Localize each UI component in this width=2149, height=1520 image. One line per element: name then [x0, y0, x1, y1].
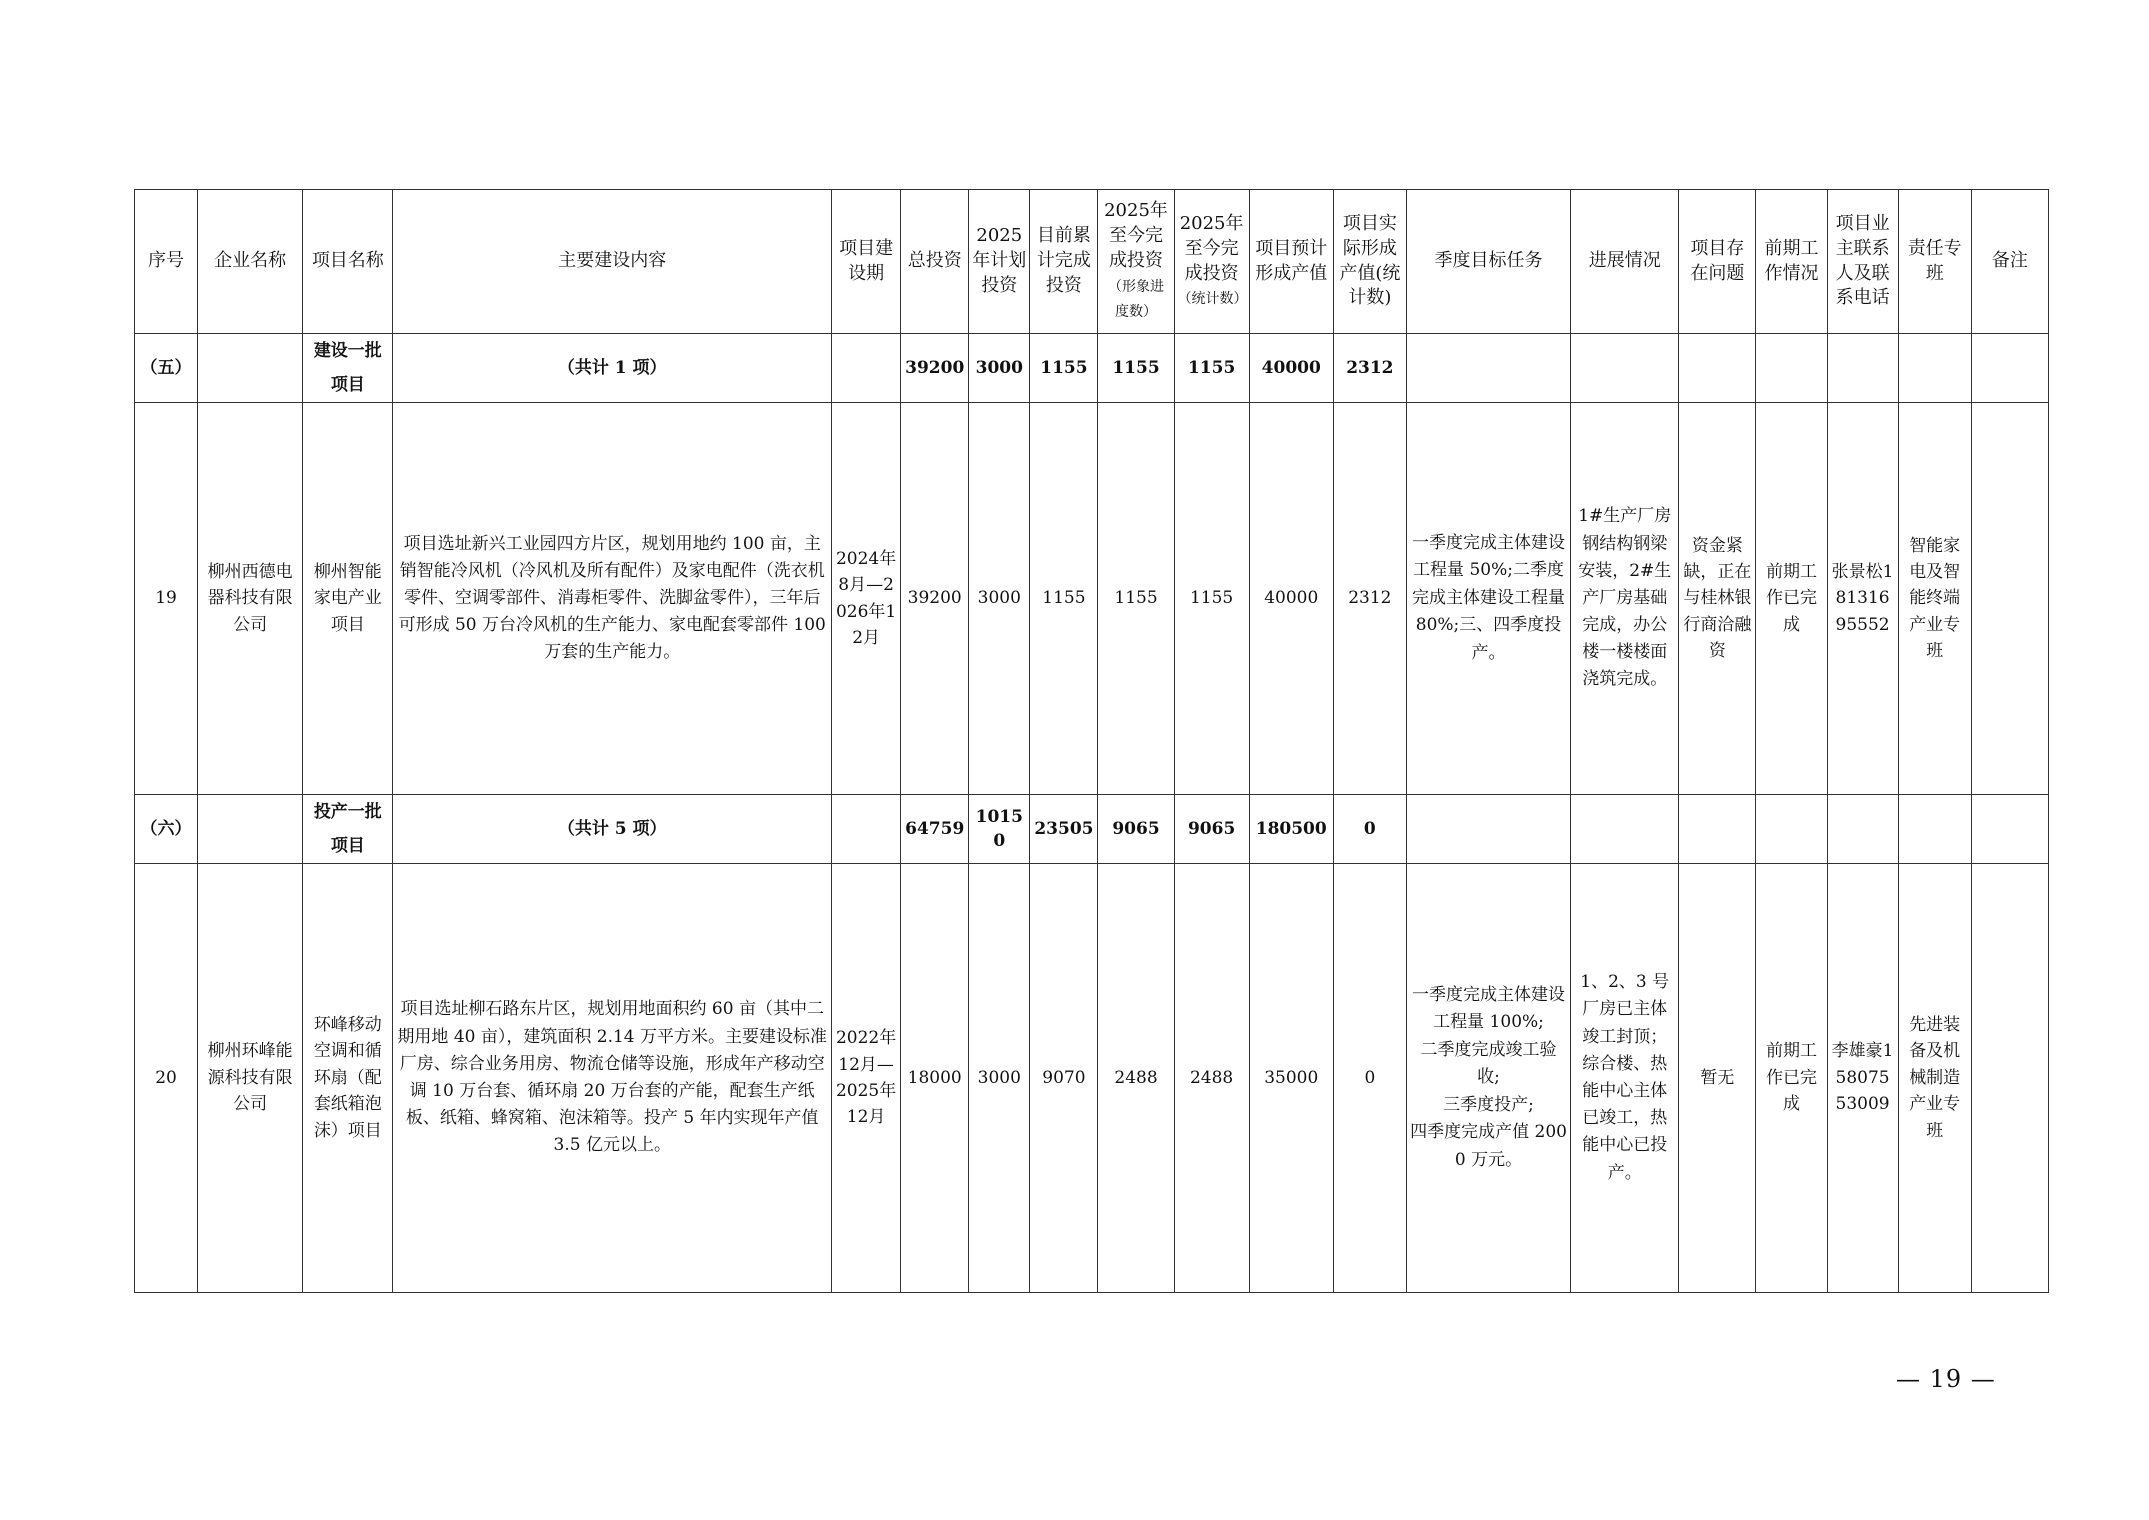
header-company: 企业名称 — [198, 190, 303, 334]
row-contact: 李雄豪15807553009 — [1827, 864, 1898, 1293]
row-plan2025: 3000 — [969, 864, 1030, 1293]
row-period: 2022年12月—2025年12月 — [832, 864, 901, 1293]
row-ytd-progress: 1155 — [1098, 403, 1174, 795]
header-team: 责任专班 — [1898, 190, 1971, 334]
group-expected-output: 180500 — [1249, 795, 1333, 864]
row-actual-output: 2312 — [1333, 403, 1406, 795]
group-total: 64759 — [901, 795, 969, 864]
group-actual-output: 0 — [1333, 795, 1406, 864]
quarterly-q2: 二季度完成竣工验收; — [1420, 1039, 1557, 1088]
row-ytd-stats: 1155 — [1174, 403, 1249, 795]
group-plan2025: 3000 — [969, 334, 1030, 403]
group-company — [198, 795, 303, 864]
row-issues: 资金紧缺，正在与桂林银行商洽融资 — [1679, 403, 1756, 795]
group-summary: （共计 5 项） — [393, 795, 832, 864]
row-company: 柳州西德电器科技有限公司 — [198, 403, 303, 795]
header-remark: 备注 — [1971, 190, 2048, 334]
row-remark — [1971, 864, 2048, 1293]
group-remark — [1971, 334, 2048, 403]
group-ytd-stats: 9065 — [1174, 795, 1249, 864]
group-cumulative: 23505 — [1030, 795, 1098, 864]
header-expected-output: 项目预计形成产值 — [1249, 190, 1333, 334]
group-period — [832, 334, 901, 403]
group-ytd-progress: 1155 — [1098, 334, 1174, 403]
group-prework — [1756, 334, 1827, 403]
group-seq: （六） — [135, 795, 198, 864]
row-quarterly — [1406, 864, 1570, 1293]
row-seq: 19 — [135, 403, 198, 795]
project-table — [134, 189, 2049, 1293]
header-progress: 进展情况 — [1571, 190, 1679, 334]
quarterly-q1: 一季度完成主体建设工程量 100%; — [1412, 984, 1566, 1033]
row-team: 智能家电及智能终端产业专班 — [1898, 403, 1971, 795]
group-row-5 — [135, 334, 2049, 403]
row-contact: 张景松18131695552 — [1827, 403, 1898, 795]
row-remark — [1971, 403, 2048, 795]
header-contact: 项目业主联系人及联系电话 — [1827, 190, 1898, 334]
header-ytd-stats-main: 2025年至今完成投资 — [1179, 212, 1244, 284]
header-seq: 序号 — [135, 190, 198, 334]
row-seq: 20 — [135, 864, 198, 1293]
row-cumulative: 1155 — [1030, 403, 1098, 795]
row-total: 18000 — [901, 864, 969, 1293]
group-issues — [1679, 334, 1756, 403]
row-progress: 1、2、3 号厂房已主体竣工封顶；综合楼、热能中心主体已竣工，热能中心已投产。 — [1571, 864, 1679, 1293]
row-issues: 暂无 — [1679, 864, 1756, 1293]
group-name: 投产一批项目 — [303, 795, 393, 864]
group-contact — [1827, 795, 1898, 864]
group-remark — [1971, 795, 2048, 864]
header-row — [135, 190, 2049, 334]
row-period: 2024年8月—2026年12月 — [832, 403, 901, 795]
quarterly-q4: 四季度完成产值 2000 万元。 — [1410, 1122, 1567, 1170]
row-project: 柳州智能家电产业项目 — [303, 403, 393, 795]
row-content: 项目选址柳石路东片区，规划用地面积约 60 亩（其中二期用地 40 亩），建筑面积 2.14 万平方米。主要建设标准厂房、综合业务用房、物流仓储等设施，形成年产移动空调 10 万台套、循环扇 20 万台套的产能，配套生产纸板、纸箱、蜂窝箱、泡沫箱等。投产 5 年内实现年产值 3.5 亿元以上。 — [393, 864, 832, 1293]
header-ytd-progress-note: （形象进度数） — [1108, 278, 1164, 320]
group-actual-output: 2312 — [1333, 334, 1406, 403]
group-ytd-progress: 9065 — [1098, 795, 1174, 864]
group-ytd-stats: 1155 — [1174, 334, 1249, 403]
row-total: 39200 — [901, 403, 969, 795]
group-quarterly — [1406, 795, 1570, 864]
row-ytd-stats: 2488 — [1174, 864, 1249, 1293]
quarterly-q3: 三季度投产; — [1443, 1094, 1534, 1115]
header-issues: 项目存在问题 — [1679, 190, 1756, 334]
row-prework: 前期工作已完成 — [1756, 864, 1827, 1293]
table-row — [135, 864, 2049, 1293]
row-project: 环峰移动空调和循环扇（配套纸箱泡沫）项目 — [303, 864, 393, 1293]
group-plan2025: 10150 — [969, 795, 1030, 864]
group-issues — [1679, 795, 1756, 864]
group-cumulative: 1155 — [1030, 334, 1098, 403]
header-ytd-stats — [1174, 190, 1249, 334]
header-total: 总投资 — [901, 190, 969, 334]
row-quarterly: 一季度完成主体建设工程量 50%;二季度完成主体建设工程量 80%;三、四季度投产。 — [1406, 403, 1570, 795]
group-seq: （五） — [135, 334, 198, 403]
group-total: 39200 — [901, 334, 969, 403]
group-row-6 — [135, 795, 2049, 864]
group-progress — [1571, 795, 1679, 864]
group-company — [198, 334, 303, 403]
header-ytd-stats-note: （统计数） — [1177, 291, 1248, 308]
group-quarterly — [1406, 334, 1570, 403]
group-team — [1898, 795, 1971, 864]
header-ytd-progress — [1098, 190, 1174, 334]
row-content: 项目选址新兴工业园四方片区，规划用地约 100 亩，主销智能冷风机（冷风机及所有配件）及家电配件（洗衣机零件、空调零部件、消毒柜零件、洗脚盆零件），三年后可形成 50 万台冷风机的生产能力、家电配套零部件 100 万套的生产能力。 — [393, 403, 832, 795]
header-content: 主要建设内容 — [393, 190, 832, 334]
group-name: 建设一批项目 — [303, 334, 393, 403]
group-prework — [1756, 795, 1827, 864]
row-actual-output: 0 — [1333, 864, 1406, 1293]
header-plan2025: 2025年计划投资 — [969, 190, 1030, 334]
header-actual-output: 项目实际形成产值(统计数) — [1333, 190, 1406, 334]
row-progress: 1#生产厂房钢结构钢梁安装，2#生产厂房基础完成，办公楼一楼楼面浇筑完成。 — [1571, 403, 1679, 795]
header-cumulative: 目前累计完成投资 — [1030, 190, 1098, 334]
group-progress — [1571, 334, 1679, 403]
header-project: 项目名称 — [303, 190, 393, 334]
page-number: — 19 — — [1896, 1365, 1996, 1393]
group-expected-output: 40000 — [1249, 334, 1333, 403]
row-cumulative: 9070 — [1030, 864, 1098, 1293]
header-prework: 前期工作情况 — [1756, 190, 1827, 334]
group-team — [1898, 334, 1971, 403]
row-prework: 前期工作已完成 — [1756, 403, 1827, 795]
row-company: 柳州环峰能源科技有限公司 — [198, 864, 303, 1293]
row-expected-output: 35000 — [1249, 864, 1333, 1293]
group-contact — [1827, 334, 1898, 403]
group-summary: （共计 1 项） — [393, 334, 832, 403]
table-row — [135, 403, 2049, 795]
row-plan2025: 3000 — [969, 403, 1030, 795]
header-period: 项目建设期 — [832, 190, 901, 334]
row-ytd-progress: 2488 — [1098, 864, 1174, 1293]
group-period — [832, 795, 901, 864]
header-quarterly: 季度目标任务 — [1406, 190, 1570, 334]
row-team: 先进装备及机械制造产业专班 — [1898, 864, 1971, 1293]
header-ytd-progress-main: 2025年至今完成投资 — [1104, 200, 1168, 272]
row-expected-output: 40000 — [1249, 403, 1333, 795]
